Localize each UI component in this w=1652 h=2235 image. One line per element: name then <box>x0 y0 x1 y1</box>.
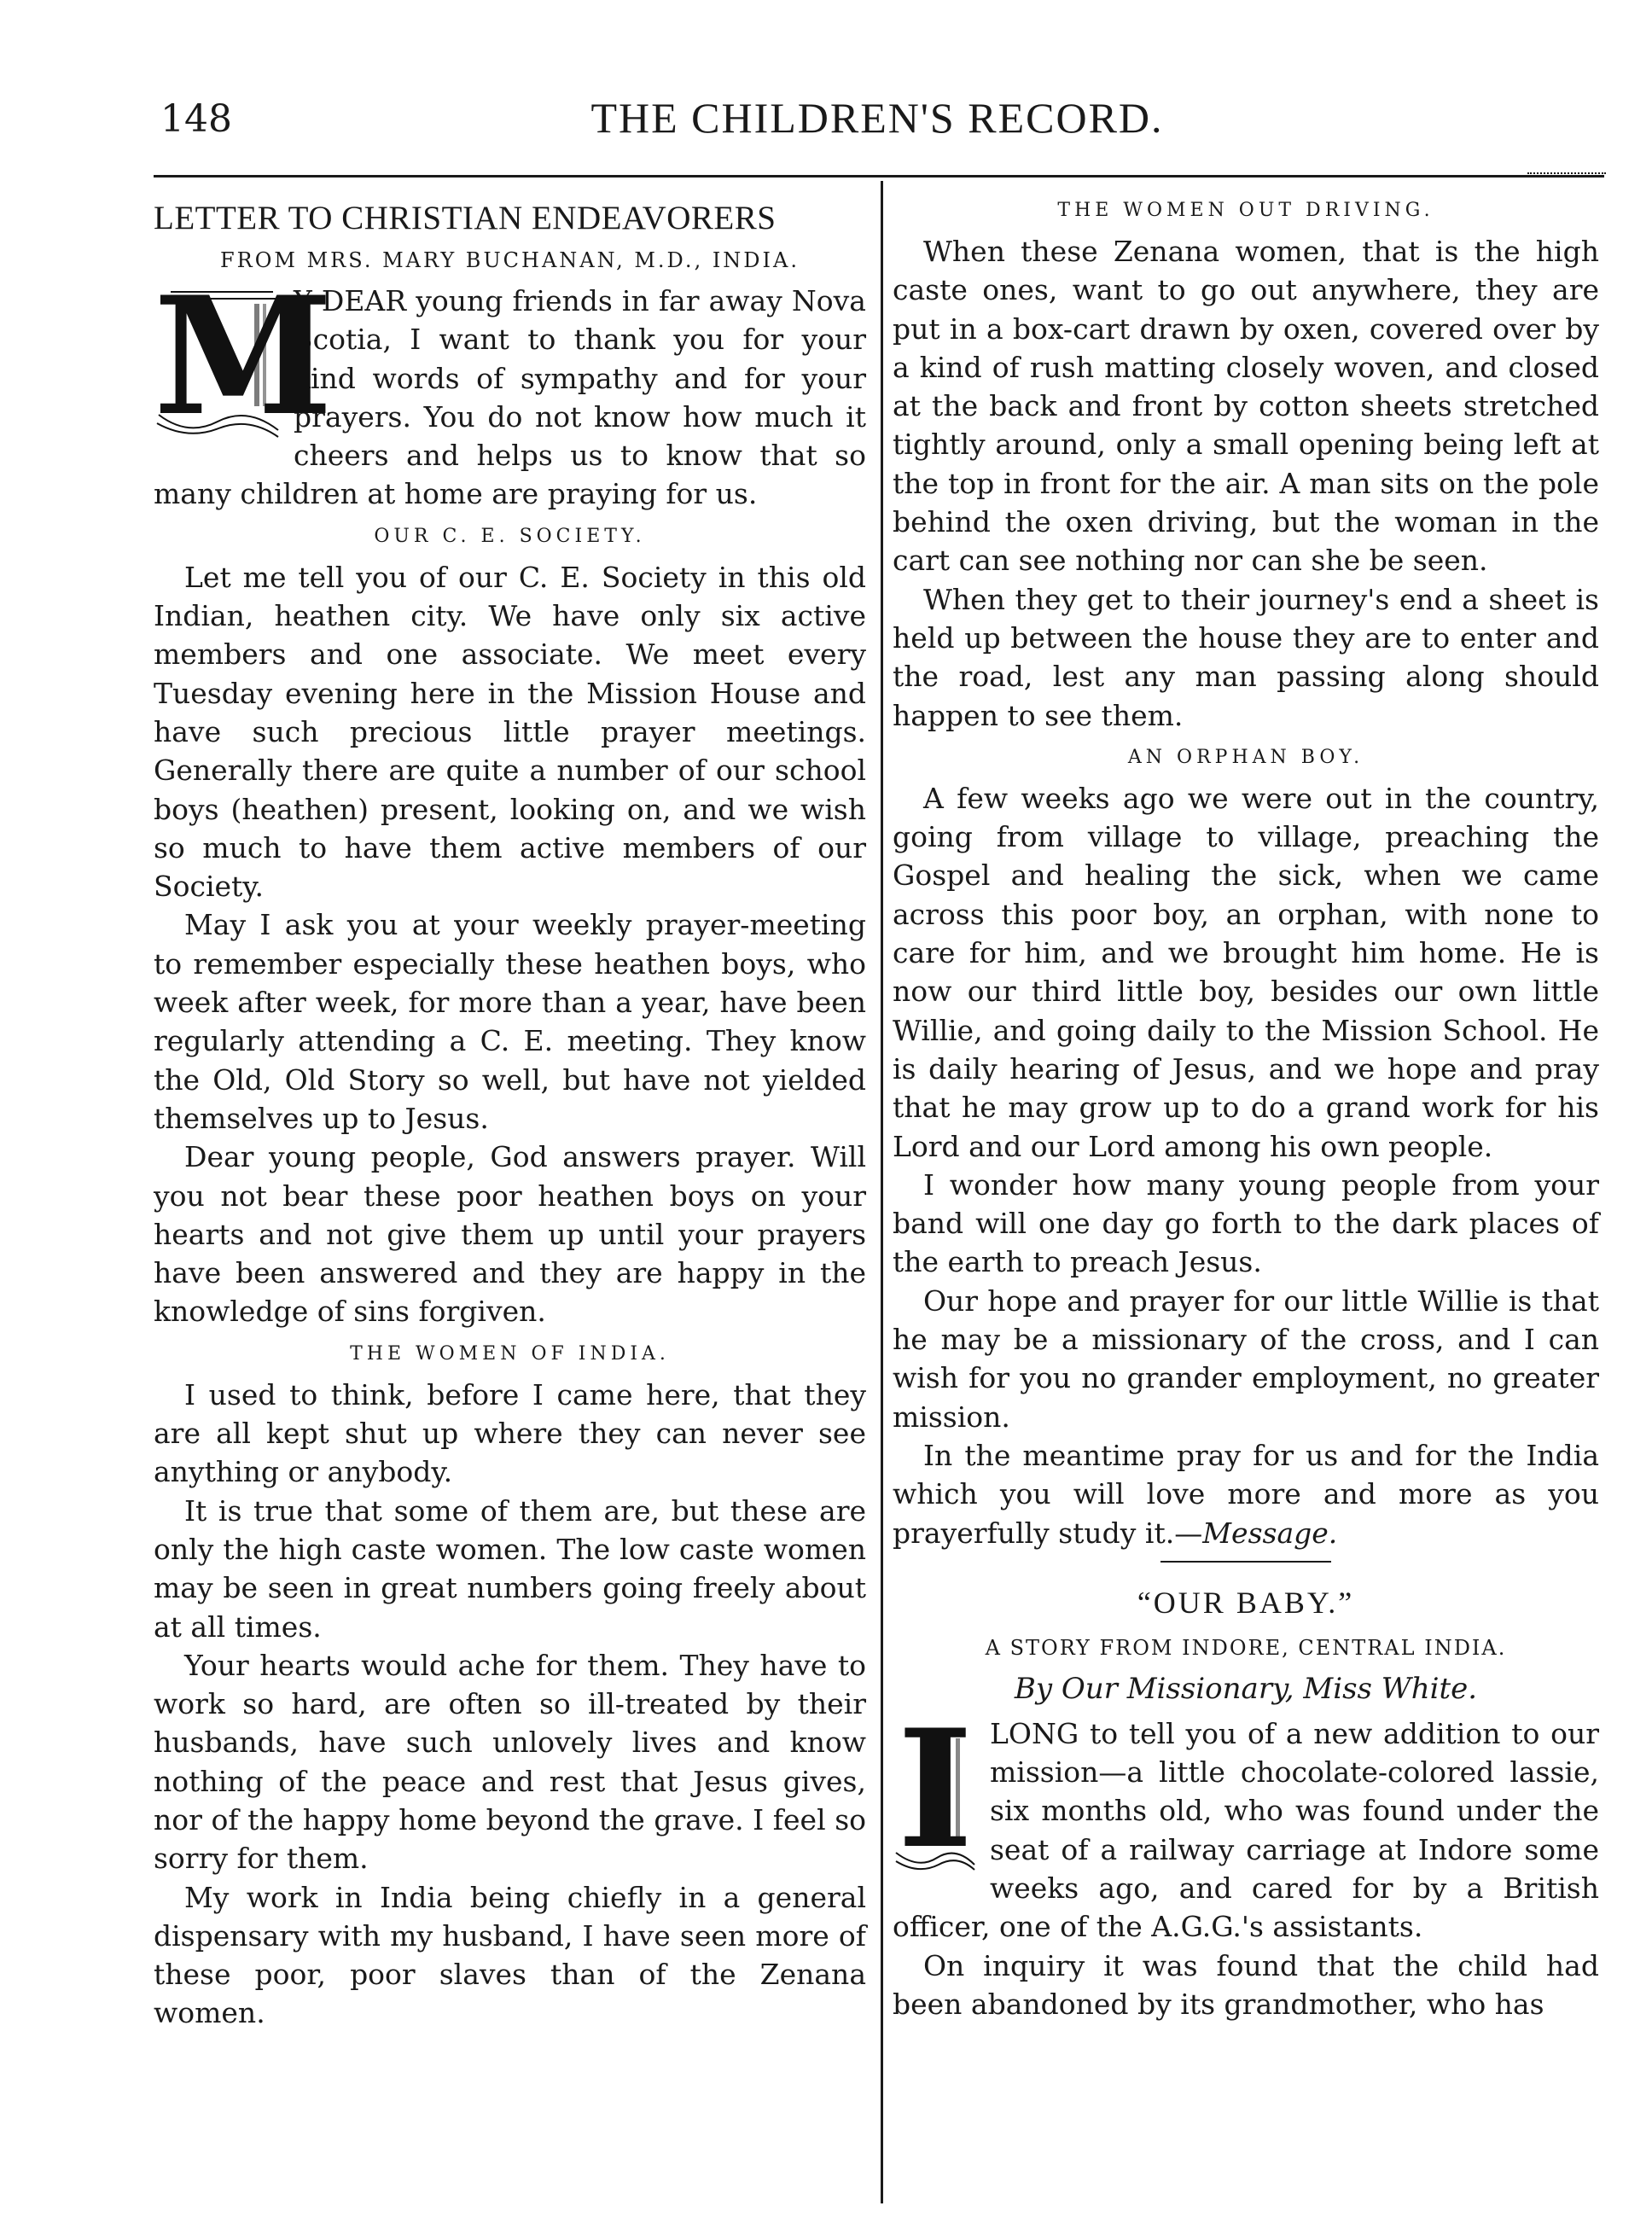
article-title: LETTER TO CHRISTIAN ENDEAVORERS <box>154 200 777 236</box>
subhead: AN ORPHAN BOY. <box>1127 746 1364 768</box>
subhead: THE WOMEN OUT DRIVING. <box>1057 200 1434 221</box>
paragraph <box>893 1436 1599 1552</box>
paragraph: May I ask you at your weekly prayer-meeting to remember especially these heathen boys, who week after week, for more than a year, have been regularly attending a C. E. meeting. They know the Old, Old Story so well, but have not yielded themselves up to Jesus. <box>154 908 866 1135</box>
dropcap-letter: I <box>897 1693 974 1884</box>
story-author: By Our Missionary, Miss White. <box>1014 1671 1478 1706</box>
paragraph-text: In the meantime pray for us and for the India which you will love more and more as you prayerfully study it.— <box>893 1438 1599 1550</box>
paragraph: Y DEAR young friends in far away Nova Scotia, I want to thank you for your kind words of sympathy and for your prayers. You do not know how much it cheers and helps us to know that so many children at home are praying for us. <box>154 284 866 511</box>
subhead: THE WOMEN OF INDIA. <box>350 1342 670 1365</box>
paragraph: I used to think, before I came here, that they are all kept shut up where they can never see anything or anybody. <box>154 1377 866 1489</box>
paragraph: My work in India being chiefly in a general dispensary with my husband, I have seen more of these poor, poor slaves than of the Zenana women. <box>154 1880 866 2030</box>
paragraph: When they get to their journey's end a sheet is held up between the house they are to enter and the road, lest any man passing along should happen to see them. <box>893 582 1599 732</box>
dropcap-i <box>893 1693 978 1884</box>
page-number: 148 <box>160 97 232 141</box>
dropcap-m <box>154 261 334 451</box>
article-byline: FROM MRS. MARY BUCHANAN, M.D., INDIA. <box>220 248 800 272</box>
paragraph: It is true that some of them are, but these are only the high caste women. The low caste women may be seen in great numbers going freely about at all times. <box>154 1493 866 1644</box>
column-divider <box>881 181 883 2203</box>
running-title: THE CHILDREN'S RECORD. <box>590 94 1164 142</box>
paragraph: I wonder how many young people from your band will one day go forth to the dark places of the earth to preach Jesus. <box>893 1167 1599 1279</box>
paragraph: Let me tell you of our C. E. Society in this old Indian, heathen city. We have only six active members and one associate. We meet every Tuesday evening here in the Mission House and have such precious little prayer meetings. Generally there are quite a number of our school boys (heathen) present, looking on, and we wish so much to have them active members of our Society. <box>154 560 866 904</box>
section-rule <box>1160 1561 1331 1563</box>
paragraph: LONG to tell you of a new addition to our mission—a little chocolate-colored lassie, six months old, who was found under the seat of a railway carriage at Indore some weeks ago, and cared for by a British officer, one of the A.G.G.'s assistants. <box>893 1716 1599 1944</box>
right-column <box>893 195 1599 2023</box>
left-column <box>154 195 866 2033</box>
header-rule-dotted <box>1527 172 1606 174</box>
story-subtitle: A STORY FROM INDORE, CENTRAL INDIA. <box>985 1635 1507 1660</box>
header-rule <box>154 175 1604 178</box>
source-signature: Message. <box>1202 1516 1338 1550</box>
paragraph: On inquiry it was found that the child had been abandoned by its grandmother, who has <box>893 1948 1599 2021</box>
paragraph: A few weeks ago we were out in the country, going from village to village, preaching the Gospel and healing the sick, when we came across this poor boy, an orphan, with none to care for him, and we brought him home. He is now our third little boy, besides our own little Willie, and going daily to the Mission School. He is daily hearing of Jesus, and we hope and pray that he may grow up to do a grand work for his Lord and our Lord among his own people. <box>893 781 1599 1163</box>
story-title: “OUR BABY.” <box>1137 1585 1355 1620</box>
paragraph: Our hope and prayer for our little Willie is that he may be a missionary of the cross, and I can wish for you no grander employment, no greater mission. <box>893 1283 1599 1434</box>
dropcap-letter: M <box>154 261 334 451</box>
paragraph: When these Zenana women, that is the high caste ones, want to go out anywhere, they are put in a box-cart drawn by oxen, covered over by a kind of rush matting closely woven, and closed at the back and front by cotton sheets stretched tightly around, only a small opening being left at the top in front for the air. A man sits on the pole behind the oxen driving, but the woman in the cart can see nothing nor can she be seen. <box>893 235 1599 578</box>
paragraph: Dear young people, God answers prayer. Will you not bear these poor heathen boys on your hearts and not give them up until your prayers have been answered and they are happy in the knowledge of sins forgiven. <box>154 1140 866 1329</box>
subhead: OUR C. E. SOCIETY. <box>374 525 646 547</box>
paragraph: Your hearts would ache for them. They have to work so hard, are often so ill-treated by their husbands, have such unlovely lives and know nothing of the peace and rest that Jesus gives, nor of the happy home beyond the grave. I feel so sorry for them. <box>154 1648 866 1876</box>
